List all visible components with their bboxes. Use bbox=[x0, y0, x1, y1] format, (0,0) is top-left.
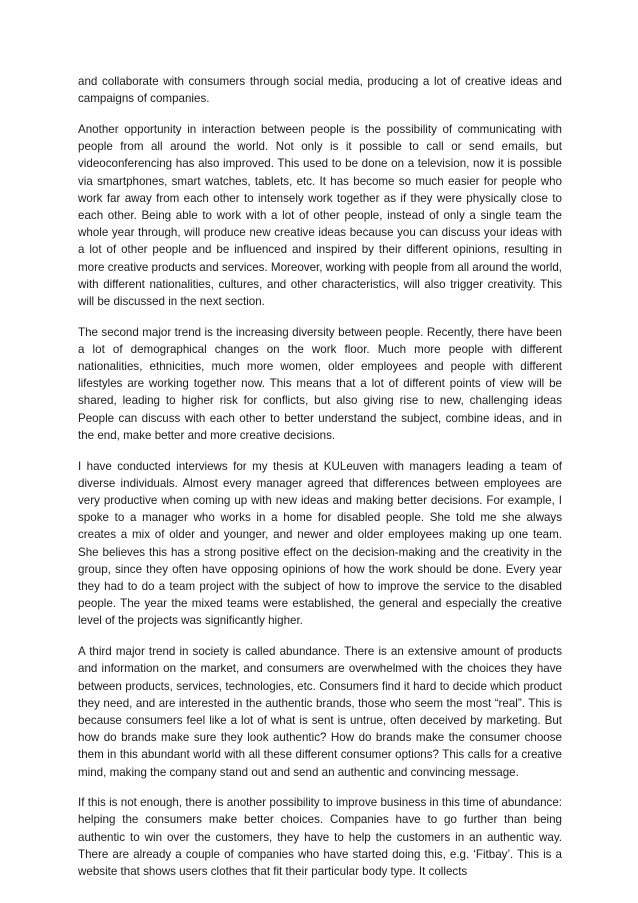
paragraph-abundance-trend: A third major trend in society is called abundance. There is an extensive amount of products and information on the market, and consumers are overwhelmed with the choices they have between products, services, technologies, etc. Consumers find it hard to decide which product they need, and are interested in the authentic brands, those who seem the most “real”. This is because consumers feel like a lot of what is sent is untrue, often deceived by marketing. But how do brands make sure they look authentic? How do brands make the consumer choose them in this abundant world with all these different consumer options? This calls for a creative mind, making the company stand out and send an authentic and convincing message. bbox=[78, 645, 562, 779]
paragraph-social-media: and collaborate with consumers through social media, producing a lot of creative ideas and campaigns of companies. bbox=[78, 75, 562, 106]
paragraph-thesis-interviews: I have conducted interviews for my thesis at KULeuven with managers leading a team of diverse individuals. Almost every manager agreed that differences between employees are very productive when coming up with new ideas and making better decisions. For example, I spoke to a manager who works in a home for disabled people. She told me she always creates a mix of older and younger, and newer and older employees making up one team. She believes this has a strong positive effect on the decision-making and the creativity in the group, since they often have opposing opinions of how the work should be done. Every year they had to do a team project with the subject of how to improve the service to the disabled people. The year the mixed teams were established, the general and especially the creative level of the projects was significantly higher. bbox=[78, 459, 562, 628]
paragraph-interaction-worldwide: Another opportunity in interaction between people is the possibility of communicating with people from all around the world. Not only is it possible to call or send emails, but videoconferencing has also improved. This used to be done on a television, now it is possible via smartphones, smart watches, tablets, etc. It has become so much easier for people who work far away from each other to intensely work together as if they were physically close to each other. Being able to work with a lot of other people, instead of only a single team the whole year through, will produce new creative ideas because you can discuss your ideas with a lot of other people and be influenced and inspired by their different opinions, resulting in more creative products and services. Moreover, working with people from all around the world, with different nationalities, cultures, and other characteristics, will also trigger creativity. This will be discussed in the next section. bbox=[78, 122, 562, 308]
document-page bbox=[78, 73, 562, 894]
paragraph-diversity-trend: The second major trend is the increasing diversity between people. Recently, there have been a lot of demographical changes on the work floor. Much more people with different nationalities, ethnicities, much more women, older employees and people with different lifestyles are working together now. This means that a lot of different points of view will be shared, leading to higher risk for conflicts, but also giving rise to new, challenging ideas People can discuss with each other to better understand the subject, combine ideas, and in the end, make better and more creative decisions. bbox=[78, 325, 562, 442]
paragraph-helping-consumers: If this is not enough, there is another possibility to improve business in this time of abundance: helping the consumers make better choices. Companies have to go further than being authentic to win over the customers, they have to help the customers in an authentic way. There are already a couple of companies who have started doing this, e.g. ‘Fitbay’. This is a website that shows users clothes that fit their particular body type. It collects bbox=[78, 796, 562, 879]
